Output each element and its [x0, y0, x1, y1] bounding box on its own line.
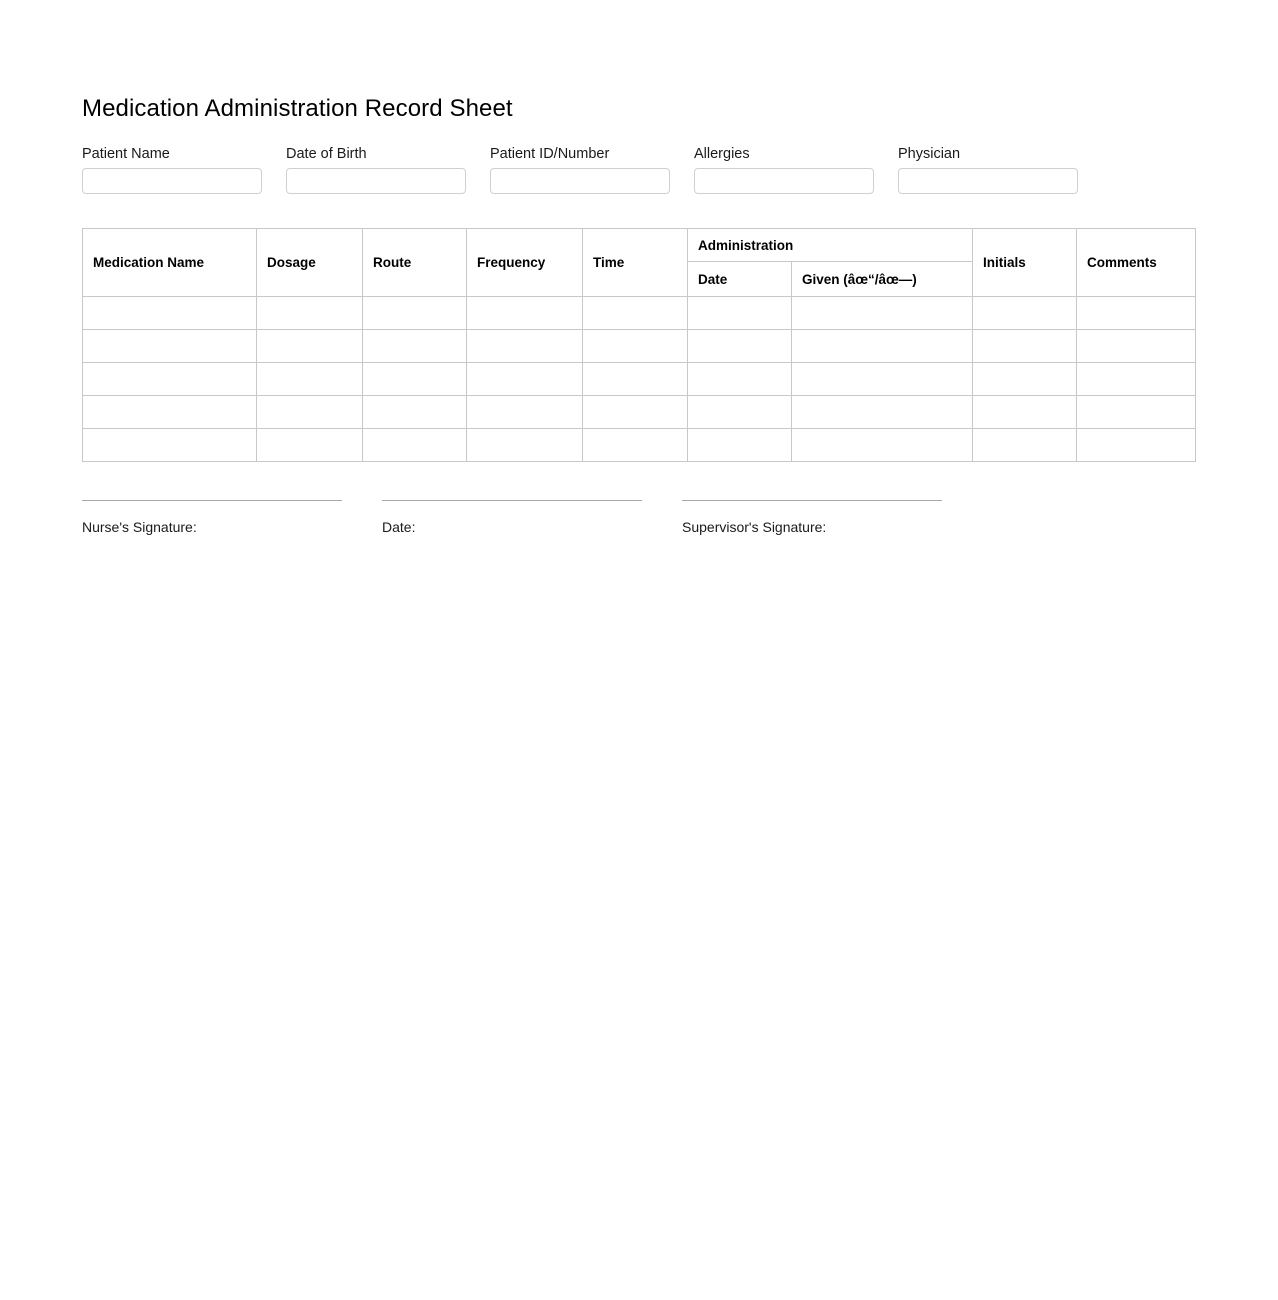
cell-frequency[interactable] [467, 396, 583, 429]
signature-date-group [382, 500, 642, 536]
cell-administration-date[interactable] [688, 396, 792, 429]
allergies-label: Allergies [694, 146, 750, 162]
cell-dosage[interactable] [257, 429, 363, 462]
cell-time[interactable] [583, 396, 688, 429]
column-header-comments: Comments [1077, 229, 1196, 297]
cell-time[interactable] [583, 363, 688, 396]
signature-date-line[interactable] [382, 500, 642, 501]
column-header-administration-given: Given (âœ“/âœ—) [792, 262, 973, 297]
physician-input[interactable] [898, 168, 1078, 194]
cell-medication-name[interactable] [83, 429, 257, 462]
cell-route[interactable] [363, 297, 467, 330]
cell-frequency[interactable] [467, 330, 583, 363]
cell-comments[interactable] [1077, 330, 1196, 363]
table-row [83, 297, 1196, 330]
signature-date-label: Date: [382, 519, 416, 535]
signature-row [82, 500, 1182, 546]
cell-dosage[interactable] [257, 330, 363, 363]
cell-comments[interactable] [1077, 429, 1196, 462]
cell-frequency[interactable] [467, 297, 583, 330]
column-header-time: Time [583, 229, 688, 297]
cell-medication-name[interactable] [83, 363, 257, 396]
cell-comments[interactable] [1077, 297, 1196, 330]
supervisor-signature-group [682, 500, 942, 536]
cell-administration-given[interactable] [792, 330, 973, 363]
date-of-birth-field-group [286, 146, 466, 194]
medication-administration-table [82, 228, 1196, 462]
patient-name-input[interactable] [82, 168, 262, 194]
physician-label: Physician [898, 146, 961, 162]
patient-id-label: Patient ID/Number [490, 146, 610, 162]
supervisor-signature-line[interactable] [682, 500, 942, 501]
cell-medication-name[interactable] [83, 396, 257, 429]
cell-administration-given[interactable] [792, 396, 973, 429]
cell-initials[interactable] [973, 297, 1077, 330]
allergies-input[interactable] [694, 168, 874, 194]
table-row [83, 330, 1196, 363]
column-header-initials: Initials [973, 229, 1077, 297]
cell-time[interactable] [583, 330, 688, 363]
cell-dosage[interactable] [257, 363, 363, 396]
cell-route[interactable] [363, 330, 467, 363]
cell-comments[interactable] [1077, 363, 1196, 396]
date-of-birth-label: Date of Birth [286, 146, 367, 162]
supervisor-signature-label: Supervisor's Signature: [682, 519, 827, 535]
column-header-frequency: Frequency [467, 229, 583, 297]
table-row [83, 429, 1196, 462]
cell-administration-date[interactable] [688, 429, 792, 462]
physician-field-group [898, 146, 1078, 194]
cell-initials[interactable] [973, 396, 1077, 429]
column-header-administration-date: Date [688, 262, 792, 297]
patient-name-label: Patient Name [82, 146, 170, 162]
cell-route[interactable] [363, 429, 467, 462]
cell-administration-given[interactable] [792, 363, 973, 396]
cell-comments[interactable] [1077, 396, 1196, 429]
cell-medication-name[interactable] [83, 330, 257, 363]
table-header-row-primary [83, 229, 1196, 262]
cell-route[interactable] [363, 363, 467, 396]
cell-dosage[interactable] [257, 297, 363, 330]
cell-administration-given[interactable] [792, 429, 973, 462]
cell-frequency[interactable] [467, 429, 583, 462]
cell-administration-date[interactable] [688, 297, 792, 330]
cell-dosage[interactable] [257, 396, 363, 429]
column-header-dosage: Dosage [257, 229, 363, 297]
patient-name-field-group [82, 146, 262, 194]
cell-time[interactable] [583, 297, 688, 330]
cell-administration-date[interactable] [688, 363, 792, 396]
page-title: Medication Administration Record Sheet [82, 95, 513, 122]
cell-time[interactable] [583, 429, 688, 462]
patient-info-row [82, 146, 1182, 196]
table-row [83, 363, 1196, 396]
table-body [83, 297, 1196, 462]
cell-medication-name[interactable] [83, 297, 257, 330]
cell-initials[interactable] [973, 363, 1077, 396]
column-header-route: Route [363, 229, 467, 297]
table-header [83, 229, 1196, 297]
cell-frequency[interactable] [467, 363, 583, 396]
nurse-signature-label: Nurse's Signature: [82, 519, 197, 535]
cell-route[interactable] [363, 396, 467, 429]
nurse-signature-line[interactable] [82, 500, 342, 501]
column-header-administration-group: Administration [688, 229, 973, 262]
column-header-medication-name: Medication Name [83, 229, 257, 297]
allergies-field-group [694, 146, 874, 194]
cell-initials[interactable] [973, 330, 1077, 363]
table-row [83, 396, 1196, 429]
cell-administration-given[interactable] [792, 297, 973, 330]
patient-id-input[interactable] [490, 168, 670, 194]
nurse-signature-group [82, 500, 342, 536]
cell-administration-date[interactable] [688, 330, 792, 363]
date-of-birth-input[interactable] [286, 168, 466, 194]
cell-initials[interactable] [973, 429, 1077, 462]
patient-id-field-group [490, 146, 670, 194]
